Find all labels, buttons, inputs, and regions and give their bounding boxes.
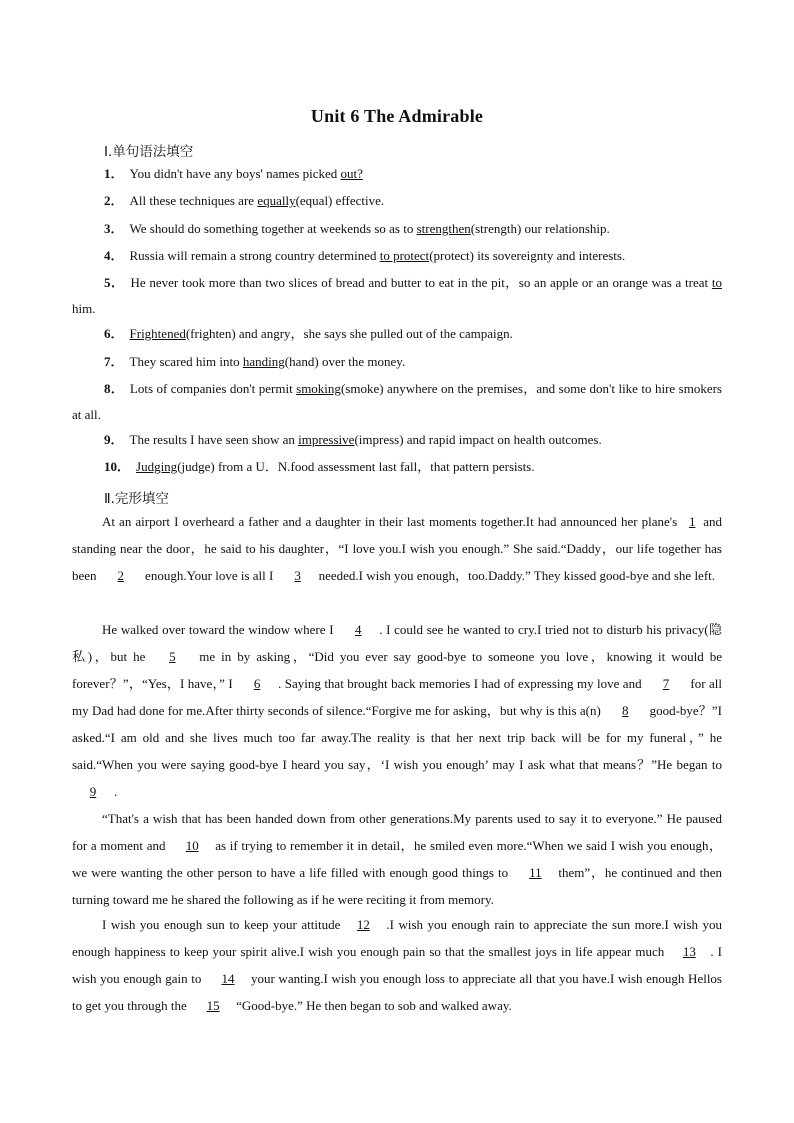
answer: equally	[257, 193, 296, 208]
answer: impressive	[298, 432, 355, 447]
question-1: 1． You didn't have any boys' names picked out?	[104, 166, 363, 181]
page-title: Unit 6 The Admirable	[310, 106, 484, 126]
section-heading-grammar: Ⅰ.单句语法填空	[104, 144, 194, 160]
cloze-blank-12: 12	[356, 917, 370, 932]
question-9: 9． The results I have seen show an impressive(impress) and rapid impact on health outcomes.	[104, 432, 602, 447]
question-3: 3． We should do something together at weekends so as to strengthen(strength) our relationship.	[104, 221, 610, 236]
cloze-blank-7: 7	[662, 676, 670, 691]
passage-paragraph-3: “That's a wish that has been handed down from other generations.My parents used to say it to everyone.” He paused for a moment and 10 as if trying to remember it in detail，he smiled even more.“When we said I wish you enough，we were wanting the other person to have a life filled with enough good things to 11 them”，he continued and then turning toward me he shared the following as if he were reciting it from memory.	[72, 811, 723, 907]
answer: out?	[340, 166, 363, 181]
answer: strengthen	[416, 221, 471, 236]
cloze-blank-5: 5	[169, 649, 176, 664]
question-4: 4． Russia will remain a strong country determined to protect(protect) its sovereignty and interests.	[104, 248, 626, 263]
question-10: 10． Judging(judge) from a U．N.food assessment last fall，that pattern persists.	[104, 459, 535, 474]
cloze-blank-13: 13	[682, 944, 696, 959]
cloze-blank-8: 8	[621, 703, 629, 718]
cloze-blank-1: 1	[688, 514, 696, 529]
answer: handing	[242, 354, 285, 369]
passage-paragraph-4: I wish you enough sun to keep your attitude 12 .I wish you enough rain to appreciate the sun more.I wish you enough happiness to keep your spirit alive.I wish you enough pain so that the smallest joys in life appear much 13 . I wish you enough gain to 14 your wanting.I wish you enough loss to appreciate all that you have.I wish enough Hellos to get you through the 15 “Good-bye.” He then began to sob and walked away.	[72, 911, 722, 1019]
question-7: 7． They scared him into handing(hand) over the money.	[104, 354, 406, 369]
answer: to protect	[379, 248, 430, 263]
question-8: 8． Lots of companies don't permit smoking(smoke) anywhere on the premises，and some don't like to hire smokers at all.	[72, 381, 722, 422]
answer: Judging	[136, 459, 178, 474]
cloze-blank-15: 15	[206, 998, 220, 1013]
cloze-blank-10: 10	[185, 838, 199, 853]
cloze-blank-3: 3	[294, 568, 301, 583]
passage-paragraph-2: He walked over toward the window where I 4 . I could see he wanted to cry.I tried not to disturb his privacy(隐私)，but he 5 me in by asking，“Did you ever say good-bye to someone you love，knowing it would be forever？”，“Yes，I have，” I 6 . Saying that brought back memories I had of expressing my love and 7 for all my Dad had done for me.After thirty seconds of silence.“Forgive me for asking，but why is this a(n) 8 good-bye？”I asked.“I am old and she lives much too far away.The reality is that her next trip back will be for my funeral，” he said.“When you were saying good-bye I heard you say，‘I wish you enough’ may I ask what that means？”He began to 9 .	[72, 616, 722, 805]
cloze-blank-6: 6	[253, 676, 261, 691]
answer: Frightened	[129, 326, 186, 341]
section-heading-cloze: Ⅱ.完形填空	[104, 491, 169, 507]
cloze-blank-9: 9	[89, 784, 97, 799]
cloze-blank-2: 2	[117, 568, 125, 583]
question-2: 2． All these techniques are equally(equal) effective.	[104, 193, 385, 208]
cloze-blank-4: 4	[354, 622, 362, 637]
question-6: 6． Frightened(frighten) and angry，she says she pulled out of the campaign.	[104, 326, 513, 341]
answer: smoking	[296, 381, 341, 396]
question-5: 5． He never took more than two slices of bread and butter to eat in the pit，so an apple or an orange was a treat to him.	[72, 275, 722, 316]
cloze-blank-11: 11	[529, 865, 542, 880]
cloze-blank-14: 14	[221, 971, 235, 986]
passage-paragraph-1: At an airport I overheard a father and a daughter in their last moments together.It had announced her plane's 1 and standing near the door，he said to his daughter，“I love you.I wish you enough.” She said.“Daddy，our life together has been 2 enough.Your love is all I 3 needed.I wish you enough，too.Daddy.” They kissed good-bye and she left.	[72, 508, 722, 589]
answer: to	[711, 275, 722, 290]
